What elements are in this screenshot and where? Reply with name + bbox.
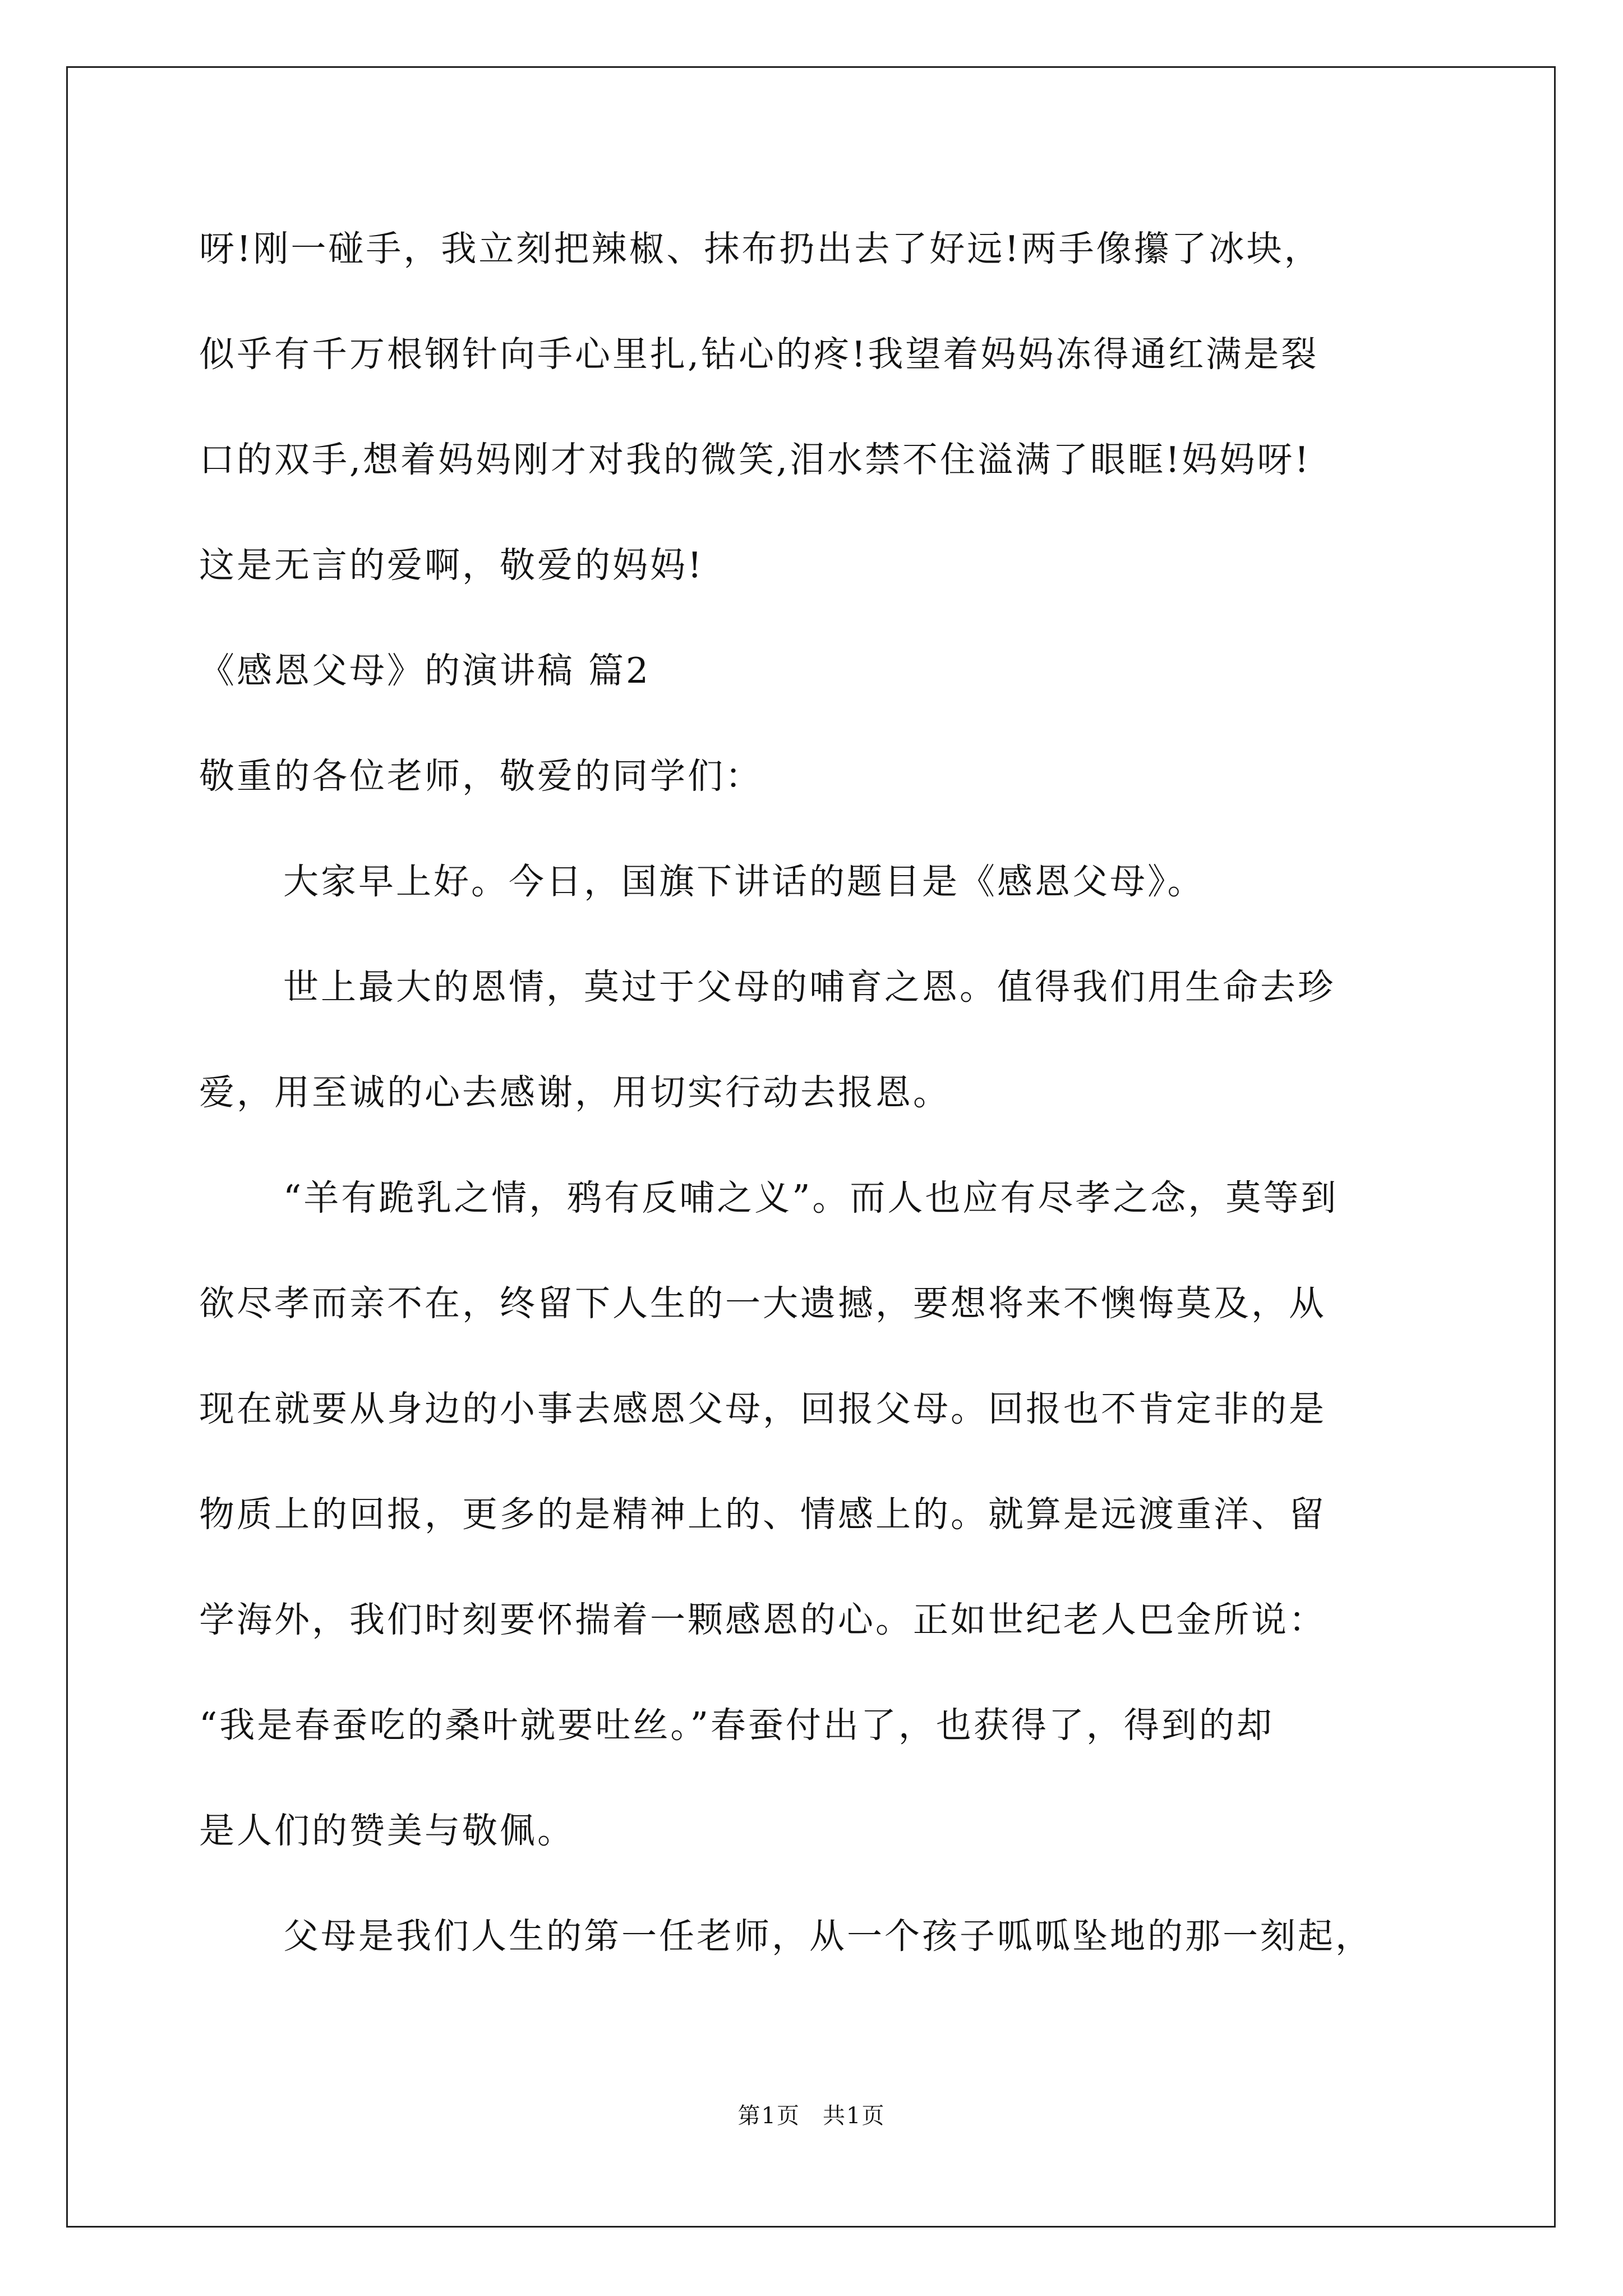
- text-line: 口的双手,想着妈妈刚才对我的微笑,泪水禁不住溢满了眼眶!妈妈呀!: [199, 439, 1311, 480]
- text-line: 爱，用至诚的心去感谢，用切实行动去报恩。: [199, 1072, 951, 1113]
- text-line: 物质上的回报，更多的是精神上的、情感上的。就算是远渡重洋、留: [199, 1494, 1326, 1535]
- text-line: 这是无言的爱啊，敬爱的妈妈!: [199, 545, 704, 586]
- text-line: “我是春蚕吃的桑叶就要吐丝。”春蚕付出了，也获得了，得到的却: [199, 1705, 1274, 1746]
- page-footer: [0, 2098, 1623, 2130]
- text-line: “羊有跪乳之情，鸦有反哺之义”。而人也应有尽孝之念，莫等到: [283, 1177, 1339, 1218]
- section-heading: 《感恩父母》的演讲稿 篇2: [199, 650, 651, 691]
- text-line: 学海外，我们时刻要怀揣着一颗感恩的心。正如世纪老人巴金所说：: [199, 1599, 1326, 1640]
- page-total: 共1页: [823, 2103, 886, 2129]
- text-line: 呀!刚一碰手，我立刻把辣椒、抹布扔出去了好远!两手像攥了冰块，: [199, 228, 1322, 269]
- document-body: [199, 196, 1438, 1989]
- text-line: 欲尽孝而亲不在，终留下人生的一大遗撼，要想将来不懊悔莫及，从: [199, 1283, 1326, 1324]
- text-line: 是人们的赞美与敬佩。: [199, 1810, 575, 1851]
- text-line: 现在就要从身边的小事去感恩父母，回报父母。回报也不肯定非的是: [199, 1388, 1326, 1429]
- text-line: 世上最大的恩情，莫过于父母的哺育之恩。值得我们用生命去珍: [283, 967, 1335, 1007]
- salutation: 敬重的各位老师，敬爱的同学们：: [199, 756, 763, 797]
- page-number: 第1页: [737, 2103, 800, 2129]
- text-line: 大家早上好。今日，国旗下讲话的题目是《感恩父母》。: [283, 861, 1205, 902]
- text-line: 似乎有千万根钢针向手心里扎,钻心的疼!我望着妈妈冻得通红满是裂: [199, 334, 1319, 375]
- text-line: 父母是我们人生的第一任老师，从一个孩子呱呱坠地的那一刻起，: [283, 1916, 1373, 1957]
